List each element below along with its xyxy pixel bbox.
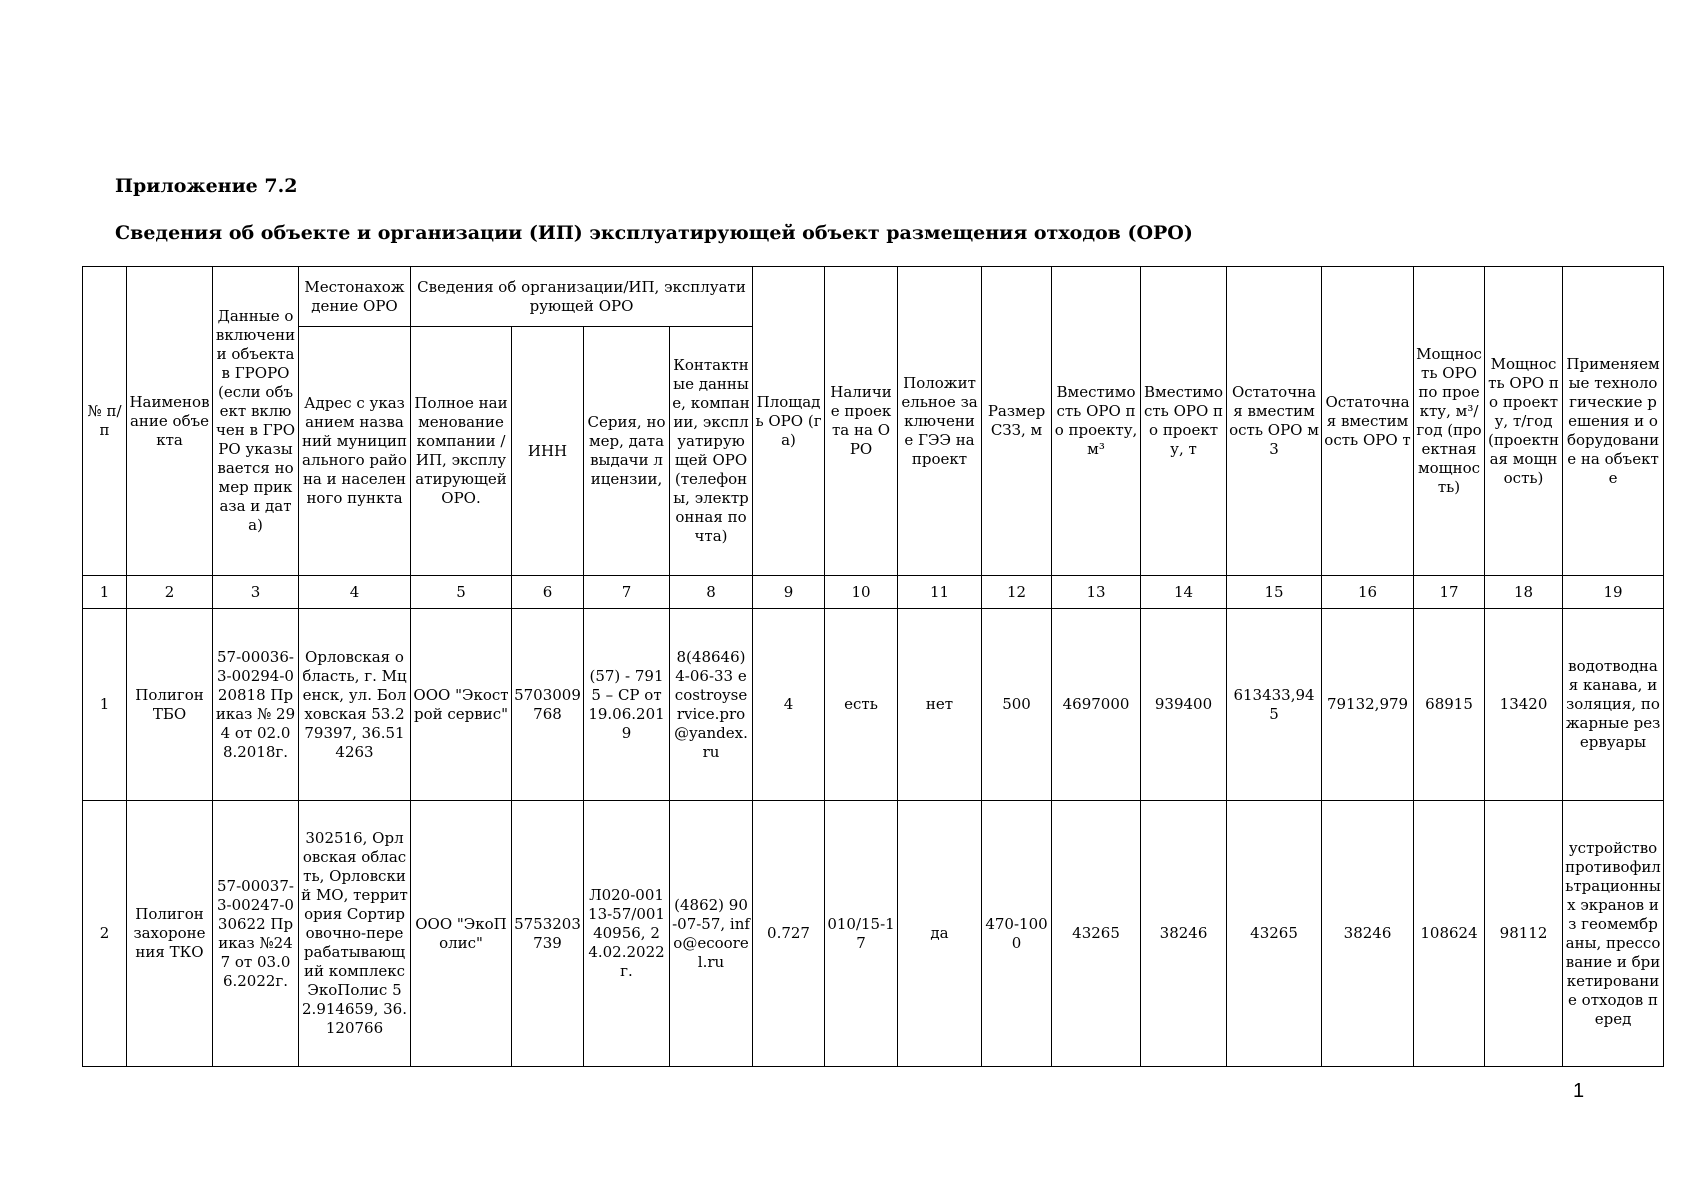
header-cell-szz: Размер СЗЗ, м [982, 267, 1052, 576]
header-cell-gee: Положительное заключение ГЭЭ на проект [898, 267, 982, 576]
header-cell-company: Полное наименование компании /ИП, эксплуатирующей ОРО. [411, 327, 512, 576]
row-cell-address: Орловская область, г. Мценск, ул. Болховская 53.279397, 36.514263 [299, 609, 411, 801]
column-number-cell: 11 [898, 576, 982, 609]
row-cell-company: ООО "Экострой сервис" [411, 609, 512, 801]
header-cell-org-group: Сведения об организации/ИП, эксплуатирующей ОРО [411, 267, 753, 327]
header-row-top [83, 267, 1664, 327]
header-cell-residual-t: Остаточная вместимость ОРО т [1322, 267, 1414, 576]
column-number-row [83, 576, 1664, 609]
row-cell-technology: устройство противофильтрационных экранов из геомембраны, прессование и брикетирование отходов перед [1563, 801, 1664, 1067]
table-row [83, 609, 1664, 801]
column-number-cell: 14 [1141, 576, 1227, 609]
column-number-cell: 19 [1563, 576, 1664, 609]
row-cell-inn: 5703009768 [512, 609, 584, 801]
row-cell-project: 010/15-17 [825, 801, 898, 1067]
header-cell-technology: Применяемые технологические решения и оборудование на объекте [1563, 267, 1664, 576]
row-cell-area: 4 [753, 609, 825, 801]
header-cell-address: Адрес с указанием названий муниципального района и населенного пункта [299, 327, 411, 576]
row-cell-capacity-m3: 43265 [1052, 801, 1141, 1067]
column-number-cell: 9 [753, 576, 825, 609]
row-cell-capacity-t: 38246 [1141, 801, 1227, 1067]
row-cell-technology: водотводная канава, изоляция, пожарные резервуары [1563, 609, 1664, 801]
column-number-cell: 13 [1052, 576, 1141, 609]
oro-table [82, 266, 1664, 1067]
column-number-cell: 4 [299, 576, 411, 609]
row-cell-number: 2 [83, 801, 127, 1067]
row-cell-power-m3: 68915 [1414, 609, 1485, 801]
row-cell-project: есть [825, 609, 898, 801]
row-cell-szz: 500 [982, 609, 1052, 801]
row-cell-power-t: 13420 [1485, 609, 1563, 801]
header-cell-name: Наименование объекта [127, 267, 213, 576]
column-number-cell: 7 [584, 576, 670, 609]
row-cell-contacts: 8(48646)4-06-33 ecostroyservice.pro@yandex.ru [670, 609, 753, 801]
header-cell-area: Площадь ОРО (га) [753, 267, 825, 576]
column-number-cell: 3 [213, 576, 299, 609]
row-cell-gee: нет [898, 609, 982, 801]
header-cell-inn: ИНН [512, 327, 584, 576]
row-cell-power-m3: 108624 [1414, 801, 1485, 1067]
page-number: 1 [1573, 1080, 1585, 1102]
row-cell-groro: 57-00036-3-00294-020818 Приказ № 294 от 02.08.2018г. [213, 609, 299, 801]
document-title: Приложение 7.2 [115, 175, 298, 197]
document-subtitle: Сведения об объекте и организации (ИП) эксплуатирующей объект размещения отходов (ОРО) [115, 222, 1193, 244]
row-cell-inn: 5753203739 [512, 801, 584, 1067]
row-cell-address: 302516, Орловская область, Орловский МО, территория Сортировочно-перерабатывающий комплекс ЭкоПолис 52.914659, 36.120766 [299, 801, 411, 1067]
header-cell-contacts: Контактные данные, компании, эксплуатирующей ОРО (телефоны, электронная почта) [670, 327, 753, 576]
header-cell-project: Наличие проекта на ОРО [825, 267, 898, 576]
row-cell-gee: да [898, 801, 982, 1067]
column-number-cell: 1 [83, 576, 127, 609]
header-cell-license: Серия, номер, дата выдачи лицензии, [584, 327, 670, 576]
column-number-cell: 6 [512, 576, 584, 609]
column-number-cell: 15 [1227, 576, 1322, 609]
column-number-cell: 18 [1485, 576, 1563, 609]
row-cell-residual-m3: 613433,945 [1227, 609, 1322, 801]
header-cell-number: № п/п [83, 267, 127, 576]
header-cell-capacity-t: Вместимость ОРО по проекту, т [1141, 267, 1227, 576]
column-number-cell: 12 [982, 576, 1052, 609]
column-number-cell: 10 [825, 576, 898, 609]
row-cell-license: (57) - 7915 – СР от 19.06.2019 [584, 609, 670, 801]
header-cell-capacity-m3: Вместимость ОРО по проекту, м³ [1052, 267, 1141, 576]
row-cell-license: Л020-00113-57/00140956, 24.02.2022г. [584, 801, 670, 1067]
column-number-cell: 8 [670, 576, 753, 609]
row-cell-residual-t: 38246 [1322, 801, 1414, 1067]
row-cell-power-t: 98112 [1485, 801, 1563, 1067]
row-cell-residual-m3: 43265 [1227, 801, 1322, 1067]
row-cell-name: Полигон захоронения ТКО [127, 801, 213, 1067]
table-row [83, 801, 1664, 1067]
row-cell-company: ООО "ЭкоПолис" [411, 801, 512, 1067]
column-number-cell: 2 [127, 576, 213, 609]
row-cell-szz: 470-1000 [982, 801, 1052, 1067]
row-cell-capacity-m3: 4697000 [1052, 609, 1141, 801]
header-cell-groro: Данные о включении объекта в ГРОРО (если объект включен в ГРОРО указывается номер приказа и дата) [213, 267, 299, 576]
row-cell-number: 1 [83, 609, 127, 801]
row-cell-residual-t: 79132,979 [1322, 609, 1414, 801]
column-number-cell: 5 [411, 576, 512, 609]
header-cell-power-m3: Мощность ОРО по проекту, м³/год (проектная мощность) [1414, 267, 1485, 576]
header-cell-location-group: Местонахождение ОРО [299, 267, 411, 327]
row-cell-groro: 57-00037-3-00247-030622 Приказ №247 от 03.06.2022г. [213, 801, 299, 1067]
header-cell-residual-m3: Остаточная вместимость ОРО м3 [1227, 267, 1322, 576]
row-cell-capacity-t: 939400 [1141, 609, 1227, 801]
column-number-cell: 17 [1414, 576, 1485, 609]
header-cell-power-t: Мощность ОРО по проекту, т/год (проектная мощность) [1485, 267, 1563, 576]
row-cell-name: Полигон ТБО [127, 609, 213, 801]
column-number-cell: 16 [1322, 576, 1414, 609]
row-cell-contacts: (4862) 90-07-57, info@ecoorel.ru [670, 801, 753, 1067]
row-cell-area: 0.727 [753, 801, 825, 1067]
